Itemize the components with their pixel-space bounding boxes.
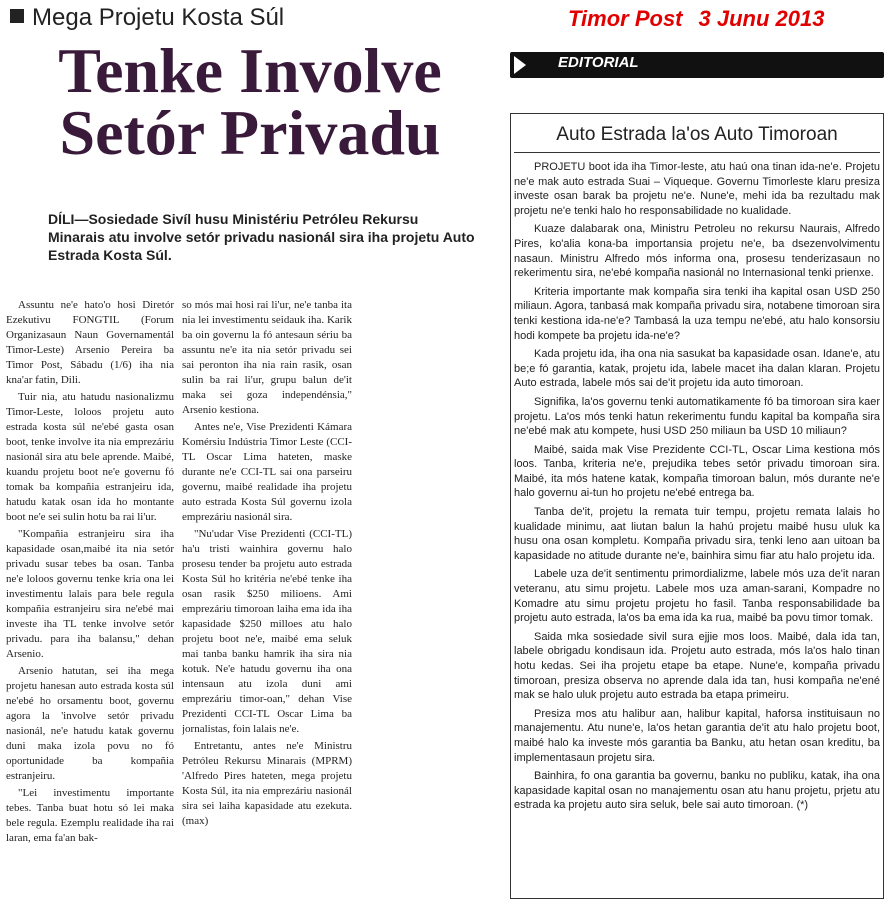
editorial-paragraph: Presiza mos atu halibur aan, halibur kapital, haforsa instituisaun no manajementu. Atu nune'e, la'os hetan garantia de'it atu halo projetu boot, maibé halo ka investe mós garantia ba Banku, atu hetan osan kreditu, ba implementasaun projetu sira.	[514, 707, 880, 764]
article-lede: DÍLI—Sosiedade Sivíl husu Ministériu Petróleu Rekursu Minarais atu involve setór privadu nasionál sira iha projetu Auto Estrada Kosta Súl.	[48, 211, 475, 263]
editorial-body	[514, 160, 880, 895]
headline-line-1: Tenke Involve	[58, 35, 442, 106]
editorial-paragraph: Kuaze dalabarak ona, Ministru Petroleu no rekursu Naurais, Alfredo Pires, ko'alia kona-ba importansia projetu ne'e, ba dsezenvolvimentu nasaun. Ministru Alfredo mós informa ona, prosesu tenderizasaun no rekerimentu sira, ne'ebé kompaña nasionál no Internasional tenki prienxe.	[514, 223, 880, 280]
section-kicker	[10, 4, 284, 32]
editorial-paragraph: Labele uza de'it sentimentu primordializme, labele mós uza de'it naran veteranu, atu simu projetu. Labele mos uza aman-sarani, Kompadre no Komadre atu simu projetu projetu ho fasil. Tanba responsabilidade ba projetu auto estrada, la'os ba ema ida ka rua, maibé ba povu timor tomak.	[514, 568, 880, 625]
article-paragraph: so mós mai hosi rai li'ur, ne'e tanba ita nia lei investimentu seidauk iha. Karik ba oin governu la fó antesaun sériu ba assuntu ne'e ita nia setór privadu sei sai peronton iha nia rain rasik, osan sulin ba rai li'ur, grupu balun de'it maka sei goza independénsia," Arsenio kestiona.	[182, 299, 352, 416]
editorial-paragraph: Saida mka sosiedade sivil sura ejjie mos loos. Maibé, dala ida tan, labele obrigadu kondisaun ida. Projetu auto estrada, mós la'os halo tinan hotu kedas. Sei iha projetu etape ba etape. Nune'e, kompaña privadu timoroan, presiza observa no aprende dala ida tan, husi kompaña ne'ené mak se halo uluk projetu auto estrada ba etapa primeiru.	[514, 630, 880, 702]
kicker-text: Mega Projetu Kosta Súl	[32, 4, 285, 31]
article-paragraph: Tuir nia, atu hatudu nasionalizmu Timor-Leste, loloos projetu auto estrada kosta súl ne'ebé gasta osan boot, tenke involve ita nia emprezáriu nasionál sira atu bele aprende. Maibé, kuandu projetu boot ne'e governu fó tomak ba kompañia estranjeiru ida, hatudu katak osan ida ho montante boot ne'e sei sulin hotu ba rai li'ur.	[6, 391, 174, 523]
article-paragraph: "Kompañia estranjeiru sira iha kapasidade osan,maibé ita nia setór privadu susar tebes ba osan. Tanba ne'e loloos governu tenke kria ona lei investimentu lalais para bele regula kompañia estranjeiru sira ne'ebé mai investe iha TL tenke involve setór privadu. para iha balansu," dehan Arsenio.	[6, 528, 174, 660]
editorial-title-rule	[514, 152, 880, 153]
masthead	[568, 6, 824, 32]
editorial-tab-label: EDITORIAL	[558, 54, 639, 71]
arrow-right-icon	[514, 56, 526, 74]
square-bullet-icon	[10, 9, 24, 23]
editorial-paragraph: Bainhira, fo ona garantia ba governu, banku no publiku, katak, iha ona kapasidade kapital osan no manajementu osan atu hanu projetu, prjetu atu estrada ka projetu auto sira seluk, bele sai auto timoroan. (*)	[514, 770, 880, 812]
article-paragraph: Assuntu ne'e hato'o hosi Diretór Ezekutivu FONGTIL (Forum Organizasaun Naun Governamentál Timor-Leste) Arsenio Pereira ba Timor Post, Sábadu (1/6) iha nia kna'ar fatin, Dili.	[6, 299, 174, 386]
editorial-paragraph: Tanba de'it, projetu la remata tuir tempu, projetu remata lalais ho kualidade minimu, aat liutan balun la hahú projetu maibé husu uluk ka husu ona osan kompletu. Kompaña privadu sira, tenki leno aan uitoan ba kapasidade no atitude durante ne'e, bainhira simu fiar atu halo projetu ida.	[514, 506, 880, 562]
editorial-title: Auto Estrada la'os Auto Timoroan	[556, 124, 838, 145]
article-paragraph: Antes ne'e, Vise Prezidenti Kámara Komérsiu Indústria Timor Leste (CCI-TL Oscar Lima hateten, maske durante ne'e CCI-TL sai ona parseiru governu, maibé realidade iha projetu auto estrada Kosta Súl governu izola emprezáriu nasionál sira.	[182, 421, 352, 523]
editorial-paragraph: Signifika, la'os governu tenki automatikamente fó ba timoroan sira kaer projetu. La'os mós tenki hatun rekerimentu fundu kapital ba kompaña sira ne'ebé mak atu kompete, husi USD 250 miliaun ba USD 10 miliaun?	[514, 395, 880, 438]
headline-line-2: Setór Privadu	[59, 97, 441, 168]
editorial-paragraph: PROJETU boot ida iha Timor-leste, atu haú ona tinan ida-ne'e. Projetu ne'e mak auto estrada Suai – Viqueque. Governu Timorleste klaru presiza investe osan barak ba projetu ne'e. Nune'e, mehi ida ba rezultadu mak projetu ne'e tenki halo ho responsabilidade no kualidade.	[514, 161, 880, 217]
issue-date: 3 Junu 2013	[698, 6, 825, 31]
article-paragraph: "Lei investimentu importante tebes. Tanba buat hotu só lei maka bele regula. Ezemplu realidade iha rai laran, ema fa'an bak-	[6, 787, 174, 844]
article-column-1	[6, 298, 174, 898]
editorial-paragraph: Kriteria importante mak kompaña sira tenki iha kapital osan USD 250 miliaun. Agora, tanbasá mak kompaña privadu sira, notabene timoroan sira tenki kestiona ida-ne'e? Tambasá la uza tempu ne'ebé, atu halo konsorsiu hodi kompete ba projetu ida-ne'e?	[514, 285, 880, 342]
editorial-paragraph: Kada projetu ida, iha ona nia sasukat ba kapasidade osan. Idane'e, atu be;e fó garantia, katak, projetu ida, labele macet iha dalan klaran. Projetu Auto estrada, labele mós sai de'it projetu ida auto timoroan.	[514, 348, 880, 390]
article-paragraph: Arsenio hatutan, sei iha mega projetu hanesan auto estrada kosta súl ne'ebé ho orsamentu boot, governu agora la 'involve setór privadu nasionál, ne'e hatudu katak governu duni maka izola povu no fó oportunidade ba kompañia estranjeiru.	[6, 665, 174, 782]
article-paragraph: Entretantu, antes ne'e Ministru Petróleu Rekursu Minarais (MPRM) 'Alfredo Pires hateten, mega projetu Kosta Súl, ita nia emprezáriu nasionál sira sei laiha kapasidade atu ezekuta. (max)	[182, 740, 352, 827]
editorial-paragraph: Maibé, saida mak Vise Prezidente CCI-TL, Oscar Lima kestiona mós loos. Tanba, kriteria ne'e, prejudika tebes setór privadu timoroan sira. Maibé, ita mós hatene katak, kompaña timoroan balun, mós durante ne'e halo governu ai-tun ho projetu ne'ebé entrega ba.	[514, 443, 880, 500]
article-paragraph: "Nu'udar Vise Prezidenti (CCI-TL) ha'u tristi wainhira governu halo prosesu tender ba projetu auto estrada Kosta Súl ho kritéria ne'ebé tenke iha osan rasik $250 milioens. Ami emprezáriu timoroan laiha ema ida iha kapasidade $250 milloes atu halo projetu boot ne'e, maibé ema seluk mai tanba banku hamrik iha sira nia kotuk. Ne'e hatudu governu iha ona intensaun atu izola duni ami emprezáriu timor-oan," dehan Vise Prezidenti CCI-TL Oscar Lima ba jornalistas, foin lalais ne'e.	[182, 528, 352, 735]
headline	[10, 35, 490, 168]
paper-name: Timor Post	[568, 6, 683, 31]
article-column-2	[182, 298, 352, 898]
